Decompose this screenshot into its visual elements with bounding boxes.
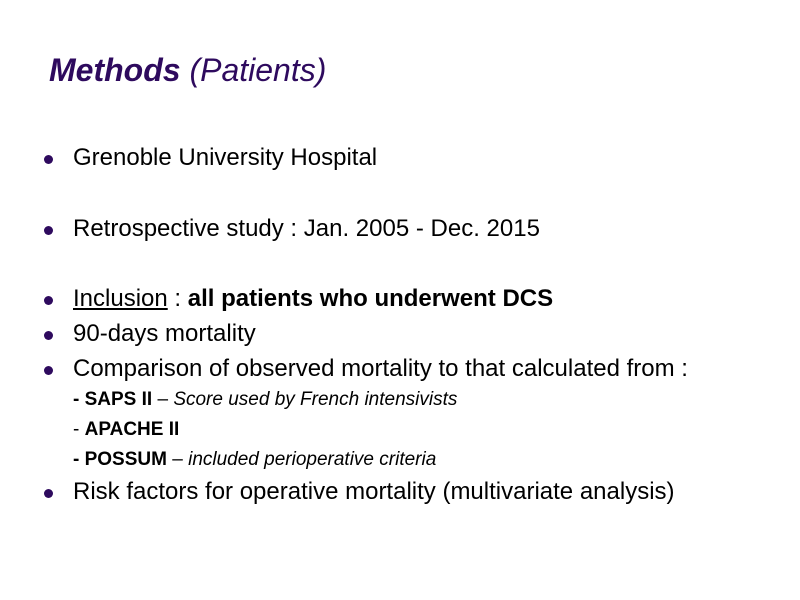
bullet-dot-icon — [44, 489, 53, 498]
title-sub: (Patients) — [189, 52, 327, 88]
bullet-text: Grenoble University Hospital — [73, 144, 378, 171]
score-dash: – — [166, 449, 189, 470]
bullet-text — [73, 284, 553, 314]
score-dash: – — [152, 389, 174, 410]
inclusion-label: Inclusion — [73, 285, 168, 312]
score-prefix: - — [73, 419, 85, 440]
inclusion-criteria: all patients who underwent DCS — [187, 285, 554, 312]
bullet-dot-icon — [44, 155, 53, 164]
score-prefix: - — [73, 449, 85, 470]
score-desc: included perioperative criteria — [188, 449, 437, 470]
score-prefix: - — [73, 389, 85, 410]
bullet-dot-icon — [44, 366, 53, 375]
bullet-text: Risk factors for operative mortality (multivariate analysis) — [73, 478, 675, 505]
bullet-dot-icon — [44, 296, 53, 305]
score-desc: Score used by French intensivists — [173, 389, 458, 410]
score-name: POSSUM — [84, 449, 167, 470]
bullet-dot-icon — [44, 226, 53, 235]
bullet-text: Retrospective study : Jan. 2005 - Dec. 2015 — [73, 215, 540, 242]
score-saps — [73, 388, 457, 412]
score-apache — [73, 418, 179, 442]
score-name: SAPS II — [84, 389, 153, 410]
score-name: APACHE II — [84, 419, 180, 440]
score-possum — [73, 448, 436, 472]
slide-title — [49, 50, 326, 90]
title-main: Methods — [49, 52, 181, 88]
bullet-dot-icon — [44, 331, 53, 340]
bullet-text: Comparison of observed mortality to that calculated from : — [73, 355, 688, 382]
inclusion-separator: : — [167, 285, 188, 312]
bullet-text: 90-days mortality — [73, 320, 256, 347]
